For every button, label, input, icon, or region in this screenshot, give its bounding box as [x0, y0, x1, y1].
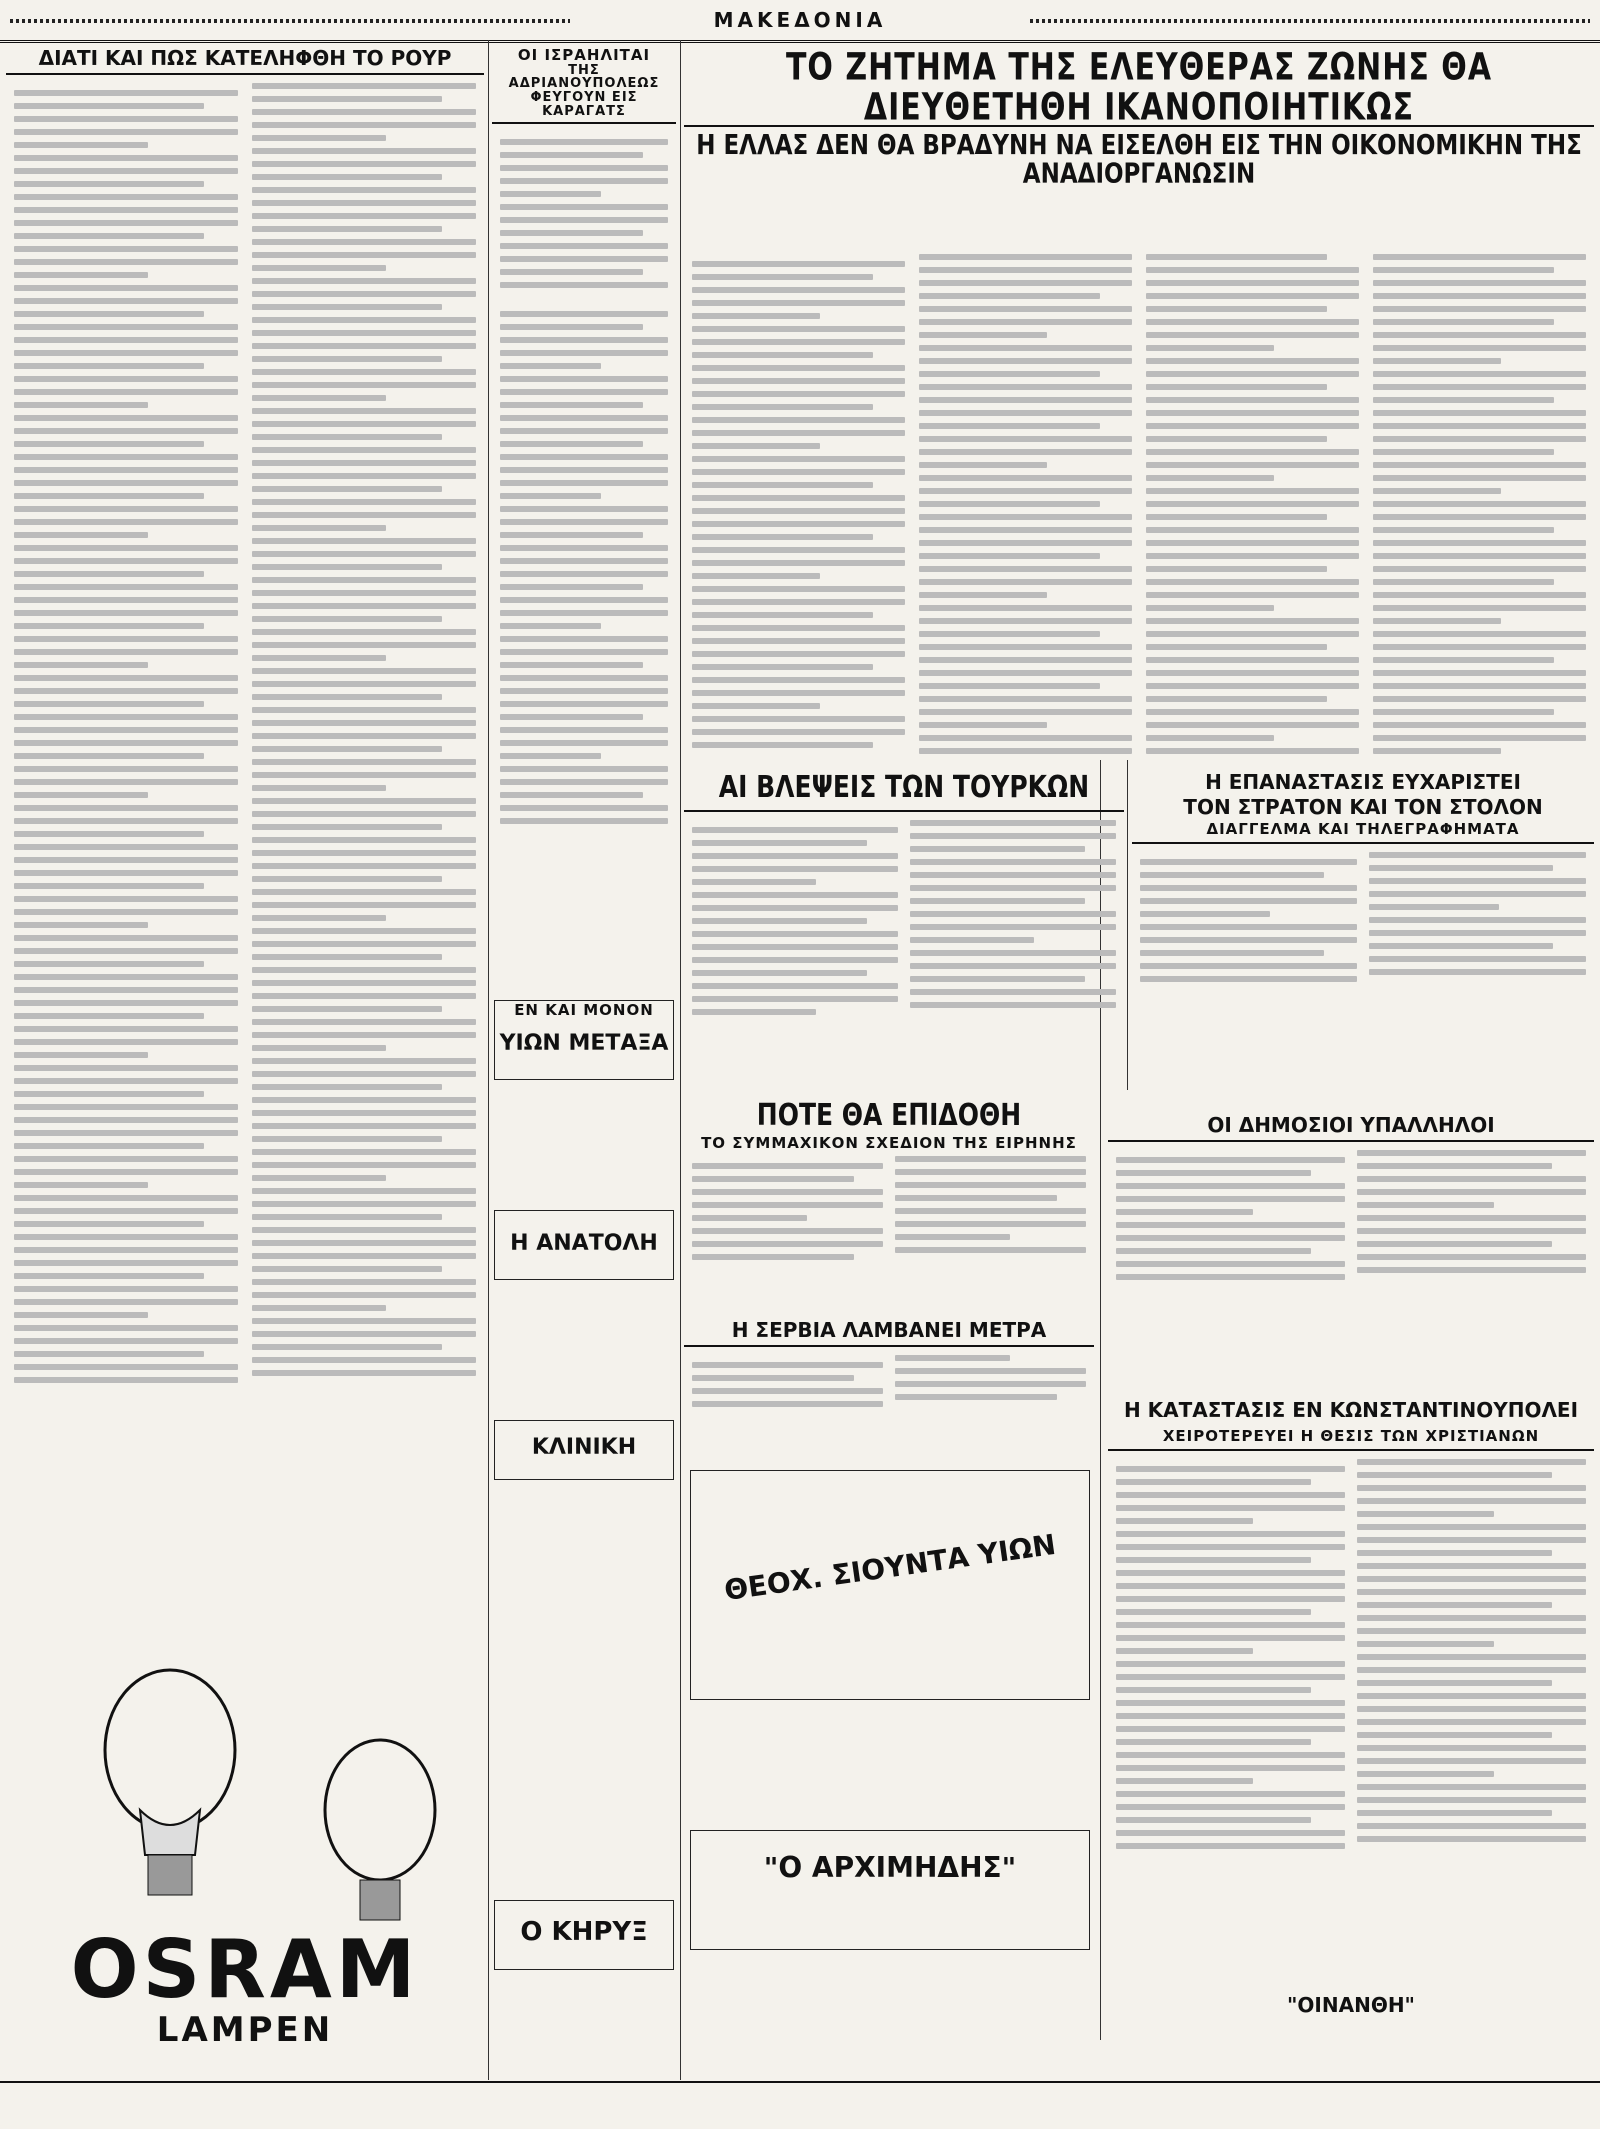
- ad-keryx: [494, 1900, 674, 1970]
- article-revolution: [1132, 772, 1594, 1112]
- article-turks: [684, 772, 1124, 1092]
- siounta-title: ΘΕΟΧ. ΣΙΟΥΝΤΑ ΥΙΩΝ: [722, 1527, 1058, 1608]
- keryx-title: Ο ΚΗΡΥΞ: [520, 1917, 648, 1947]
- anatoli-title: Η ΑΝΑΤΟΛΗ: [510, 1231, 658, 1256]
- article-column2-news: [492, 300, 676, 950]
- article-israelites: [492, 48, 676, 298]
- article-subtitle-2: ΔΙΑΓΓΕΛΜΑ ΚΑΙ ΤΗΛΕΓΡΑΦΗΜΑΤΑ: [1206, 820, 1520, 838]
- article-title: Η ΣΕΡΒΙΑ ΛΑΜΒΑΝΕΙ ΜΕΤΡΑ: [731, 1320, 1047, 1342]
- ad-archimidis: [690, 1830, 1090, 1950]
- osram-brand: OSRAM: [70, 1923, 420, 2016]
- article-subtitle-2: ΦΕΥΓΟΥΝ ΕΙΣ ΚΑΡΑΓΑΤΣ: [530, 90, 638, 119]
- page-footer: [0, 2081, 1600, 2129]
- article-free-zone: [684, 48, 1594, 248]
- article-subtitle: ΤΟ ΣΥΜΜΑΧΙΚΟΝ ΣΧΕΔΙΟΝ ΤΗΣ ΕΙΡΗΝΗΣ: [701, 1134, 1077, 1153]
- clinic-title: ΚΛΙΝΙΚΗ: [531, 1435, 637, 1460]
- article-subtitle: ΧΕΙΡΟΤΕΡΕΥΕΙ Η ΘΕΣΙΣ ΤΩΝ ΧΡΙΣΤΙΑΝΩΝ: [1162, 1427, 1540, 1445]
- article-ruhr: [6, 48, 484, 1638]
- article-title: Η ΚΑΤΑΣΤΑΣΙΣ ΕΝ ΚΩΝΣΤΑΝΤΙΝΟΥΠΟΛΕΙ: [1123, 1400, 1579, 1422]
- ad-osram: [0, 1640, 490, 2080]
- article-title: Η ΕΠΑΝΑΣΤΑΣΙΣ ΕΥΧΑΡΙΣΤΕΙ: [1205, 772, 1521, 794]
- metaxa-line2: ΥΙΩΝ ΜΕΤΑΞΑ: [499, 1031, 669, 1056]
- newspaper-name: ΜΑΚΕΔΟΝΙΑ: [704, 8, 897, 32]
- ad-anatoli: [494, 1210, 674, 1280]
- article-title: ΟΙ ΙΣΡΑΗΛΙΤΑΙ: [517, 48, 651, 64]
- lead-subtitle: Η ΕΛΛΑΣ ΔΕΝ ΘΑ ΒΡΑΔΥΝΗ ΝΑ ΕΙΣΕΛΘΗ ΕΙΣ ΤΗΝ ΟΙΚΟΝΟΜΙΚΗΝ ΤΗΣ ΑΝΑΔΙΟΡΓΑΝΩΣΙΝ: [696, 129, 1582, 190]
- ad-oinanthi: [1108, 1985, 1594, 2045]
- ad-clinic: [494, 1420, 674, 1480]
- article-officials: [1108, 1115, 1594, 1395]
- article-title: ΑΙ ΒΛΕΨΕΙΣ ΤΩΝ ΤΟΥΡΚΩΝ: [718, 772, 1090, 805]
- archimidis-title: "Ο ΑΡΧΙΜΗΔΗΣ": [763, 1851, 1017, 1884]
- article-constantinople: [1108, 1400, 1594, 1980]
- article-title: ΟΙ ΔΗΜΟΣΙΟΙ ΥΠΑΛΛΗΛΟΙ: [1207, 1115, 1495, 1137]
- article-peace: [684, 1100, 1094, 1310]
- article-subtitle: ΤΗΣ ΑΔΡΙΑΝΟΥΠΟΛΕΩΣ: [508, 62, 660, 92]
- lead-title: ΤΟ ΖΗΤΗΜΑ ΤΗΣ ΕΛΕΥΘΕΡΑΣ ΖΩΝΗΣ ΘΑ ΔΙΕΥΘΕΤΗΘΗ ΙΚΑΝΟΠΟΙΗΤΙΚΩΣ: [785, 48, 1493, 129]
- oinanthi-title: "ΟΙΝΑΝΘΗ": [1287, 1993, 1415, 2017]
- osram-sub: LAMPEN: [156, 2010, 334, 2050]
- article-title: ΔΙΑΤΙ ΚΑΙ ΠΩΣ ΚΑΤΕΛΗΦΘΗ ΤΟ ΡΟΥΡ: [38, 48, 452, 70]
- metaxa-line1: ΕΝ ΚΑΙ ΜΟΝΟΝ: [514, 1001, 654, 1019]
- masthead: [0, 0, 1600, 43]
- article-title: ΠΟΤΕ ΘΑ ΕΠΙΔΟΘΗ: [756, 1100, 1022, 1133]
- article-subtitle: ΤΟΝ ΣΤΡΑΤΟΝ ΚΑΙ ΤΟΝ ΣΤΟΛΟΝ: [1183, 795, 1543, 819]
- ad-siounta: [690, 1470, 1090, 1700]
- ad-metaxa: [494, 1000, 674, 1080]
- article-serbia: [684, 1320, 1094, 1460]
- article-free-zone-body: [684, 250, 1594, 770]
